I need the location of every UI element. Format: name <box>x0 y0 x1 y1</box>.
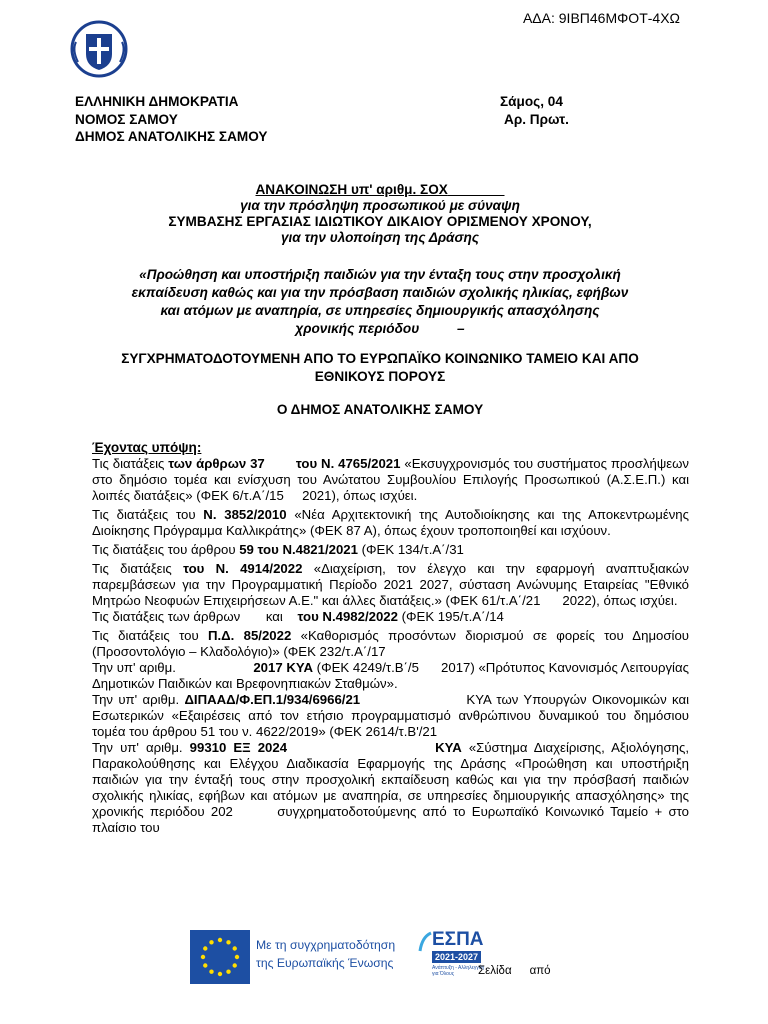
eu-cofunding-line: της Ευρωπαϊκής Ένωσης <box>256 956 394 970</box>
eu-cofunding-line: Με τη συγχρηματοδότηση <box>256 938 396 952</box>
espa-years: 2021-2027 <box>432 951 481 963</box>
eu-star <box>218 972 222 976</box>
eu-star <box>233 946 237 950</box>
espa-label: ΕΣΠΑ <box>432 929 484 950</box>
issuer-line: ΕΛΛΗΝΙΚΗ ΔΗΜΟΚΡΑΤΙΑ <box>75 94 239 109</box>
municipality-heading: Ο ΔΗΜΟΣ ΑΝΑΤΟΛΙΚΗΣ ΣΑΜΟΥ <box>276 402 484 417</box>
legal-basis-paragraph: Τις διατάξεις του Ν. 4914/2022 «Διαχείριση, τον έλεγχο και την εφαρμογή αναπτυξιακών παρεμβάσεων για την Προγραμματική Περίοδο 2021 2027, σύσταση Ανώνυμης Εταιρείας "Εθνικό Μητρώο Νεοφυών Επιχειρήσεων Α.Ε." και άλλες διατάξεις.» (ΦΕΚ 61/τ.Α΄/21 2022), όπως ισχύει. <box>92 561 693 608</box>
issuer-line: ΔΗΜΟΣ ΑΝΑΤΟΛΙΚΗΣ ΣΑΜΟΥ <box>75 129 268 144</box>
eu-star <box>226 970 230 974</box>
page-number <box>478 965 569 977</box>
announcement-subtitle: για την πρόσληψη προσωπικού με σύναψη <box>240 198 520 213</box>
eu-star <box>203 946 207 950</box>
eu-cofunding-text <box>256 936 395 972</box>
eu-star <box>209 970 213 974</box>
eu-flag-icon <box>190 930 250 984</box>
date-protocol-block <box>500 93 569 128</box>
eu-star <box>209 940 213 944</box>
eu-star <box>201 955 205 959</box>
legal-basis-paragraph: Την υπ' αριθμ. ΔΙΠΑΑΔ/Φ.ΕΠ.1/934/6966/21 ΚΥΑ των Υπουργών Οικονομικών και Εσωτερικών «Εξαιρέσεις από τον ετήσιο προγραμματισμό ανθρώπινου δυναμικού του δημόσιου τομέα του άρθρου 51 του ν. 4622/2019» (ΦΕΚ 2614/τ.Β'/21 <box>92 692 693 739</box>
having-in-mind-heading: Έχοντας υπόψη: <box>92 440 202 455</box>
espa-swoosh-icon <box>418 931 432 953</box>
funding-logos <box>190 927 485 987</box>
eu-star <box>233 963 237 967</box>
legal-basis-paragraph: Την υπ' αριθμ. 99310 ΕΞ 2024 ΚΥΑ «Σύστημα Διαχείρισης, Αξιολόγησης, Παρακολούθησης και Ελέγχου Διαδικασία Εφαρμογής της Δράσης «Προώθηση και υποστήριξη παιδιών για την ένταξή τους στην προσχολική εκπαίδευση καθώς και για την πρόσβασή παιδιών σχολικής ηλικίας, εφήβων και ατόμων με αναπηρία, σε υπηρεσίες δημιουργικής απασχόλησης» της χρονικής περιόδου 202 συγχρηματοδοτούμενης από το Ευρωπαϊκό Κοινωνικό Ταμείο + στο πλαίσιο του <box>92 740 693 835</box>
place-date: Σάμος, 04 <box>500 94 563 109</box>
legal-basis-paragraph: Τις διατάξεις του άρθρου 59 του Ν.4821/2021 (ΦΕΚ 134/τ.Α΄/31 <box>92 542 464 557</box>
protocol-number: Αρ. Πρωτ. <box>504 111 569 127</box>
announcement-heading <box>70 182 690 246</box>
action-title-line: και ατόμων με αναπηρία, σε υπηρεσίες δημιουργικής απασχόλησης <box>160 303 600 318</box>
cofunding-statement <box>70 350 690 386</box>
legal-basis-paragraph: Την υπ' αριθμ. 2017 ΚΥΑ (ΦΕΚ 4249/τ.Β΄/5 2017) «Πρότυπος Κανονισμός Λειτουργίας Δημοτικών Παιδικών και Βρεφονηπιακών Σταθμών». <box>92 660 692 691</box>
eu-star <box>203 963 207 967</box>
eu-star <box>218 938 222 942</box>
legal-basis-paragraph: Τις διατάξεις του Π.Δ. 85/2022 «Καθορισμός προσόντων διορισμού σε φορείς του Δημοσίου (Προσοντολόγιο – Κλαδολόγιο)» (ΦΕΚ 232/τ.Α΄/17 <box>92 628 689 659</box>
cofunding-line: ΕΘΝΙΚΟΥΣ ΠΟΡΟΥΣ <box>314 369 446 384</box>
greek-coat-of-arms-icon <box>70 20 128 78</box>
legal-basis-paragraph: Τις διατάξεις των άρθρων και του Ν.4982/2022 (ΦΕΚ 195/τ.Α΄/14 <box>92 609 504 624</box>
cofunding-line: ΣΥΓΧΡΗΜΑΤΟΔΟΤΟΥΜΕΝΗ ΑΠΟ ΤΟ ΕΥΡΩΠΑΪΚΟ ΚΟΙΝΩΝΙΚΟ ΤΑΜΕΙΟ ΚΑΙ ΑΠΟ <box>121 351 639 366</box>
ada-code: ΑΔΑ: 9ΙΒΠ46ΜΦΟΤ-4ΧΩ <box>522 10 680 26</box>
action-title-line: εκπαίδευση καθώς και για την πρόσβαση παιδιών σχολικής ηλικίας, εφήβων <box>131 285 629 300</box>
legal-basis-paragraph: Τις διατάξεις των άρθρων 37 του Ν. 4765/2021 «Εκσυγχρονισμός του συστήματος προσλήψεων στο δημόσιο τομέα και ενίσχυση του Ανώτατου Συμβουλίου Επιλογής Προσωπικού (Α.Σ.Ε.Π.) και λοιπές διατάξεις» (ΦΕΚ 6/τ.Α΄/15 2021), όπως ισχύει. <box>92 456 693 503</box>
page-of-label: από <box>529 965 551 977</box>
legal-basis-paragraph: Τις διατάξεις του Ν. 3852/2010 «Νέα Αρχιτεκτονική της Αυτοδιοίκησης και της Αποκεντρωμένης Διοίκησης Πρόγραμμα Καλλικράτης» (ΦΕΚ 87 Α), όπως έχουν τροποποιηθεί και ισχύουν. <box>92 507 689 538</box>
announcement-title: ΑΝΑΚΟΙΝΩΣΗ υπ' αριθμ. ΣΟΧ <box>255 182 448 197</box>
action-title-line: «Προώθηση και υποστήριξη παιδιών για την ένταξη τους στην προσχολική <box>139 267 621 282</box>
issuer-block <box>75 93 267 146</box>
page-label: Σελίδα <box>478 965 512 977</box>
espa-logo <box>418 927 486 977</box>
issuer-line: ΝΟΜΟΣ ΣΑΜΟΥ <box>75 111 178 127</box>
action-intro: για την υλοποίηση της Δράσης <box>280 230 480 245</box>
eu-star <box>235 955 239 959</box>
document-body <box>92 440 693 836</box>
action-title <box>70 266 690 338</box>
action-title-line: χρονικής περιόδου – <box>295 321 465 336</box>
espa-slogan: Ανάπτυξη - Αλληλεγγύη για Όλους <box>432 965 485 977</box>
eu-star <box>226 940 230 944</box>
contract-type: ΣΥΜΒΑΣΗΣ ΕΡΓΑΣΙΑΣ ΙΔΙΩΤΙΚΟΥ ΔΙΚΑΙΟΥ ΟΡΙΣΜΕΝΟΥ ΧΡΟΝΟΥ, <box>168 214 592 229</box>
